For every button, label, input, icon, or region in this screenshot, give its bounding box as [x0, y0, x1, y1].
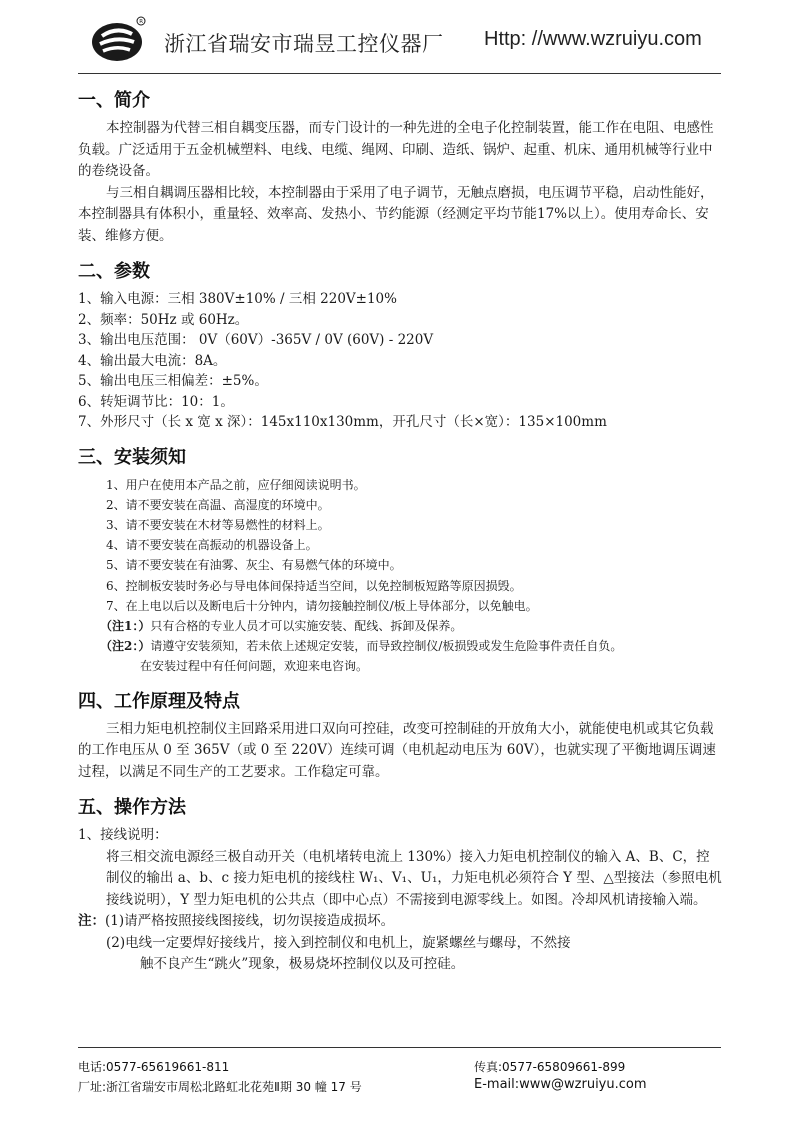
intro-paragraph-2: 与三相自耦调压器相比较，本控制器由于采用了电子调节，无触点磨损，电压调节平稳，启动性能好，本控制器具有体积小，重量轻、效率高、发热小、节约能源（经测定平均节能17%以上）。使用寿命长、安装、维修方便。 — [78, 184, 714, 244]
company-name: 浙江省瑞安市瑞昱工控仪器厂 — [164, 32, 444, 56]
principle-paragraph: 三相力矩电机控制仪主回路采用进口双向可控硅，改变可控制硅的开放角大小，就能使电机或其它负载的工作电压从 0 至 365V（或 0 至 220V）连续可调（电机起动电压为 60V），也就实现了平衡地调压调速过程，以满足不同生产的工艺要求。工作稳定可靠。 — [78, 720, 716, 780]
note-text: 请遵守安装须知，若未依上述规定安装，而导致控制仪/板损毁或发生危险事件责任自负。 — [150, 639, 623, 654]
section-4-title: 四、工作原理及特点 — [78, 690, 240, 712]
company-logo-icon — [90, 14, 148, 64]
wiring-note-2-cont: 触不良产生“跳火”现象，极易烧坏控制仪以及可控硅。 — [140, 956, 465, 973]
wiring-note-2: (2)电线一定要焊好接线片，接入到控制仪和电机上，旋紧螺丝与螺母，不然接 — [106, 934, 571, 951]
list-item: 7、外形尺寸（长 x 宽 x 深）：145x110x130mm，开孔尺寸（长×宽）：135×100mm — [78, 414, 607, 430]
list-item: 3、输出电压范围： 0V（60V）-365V / 0V (60V) - 220V — [78, 332, 434, 348]
wiring-paragraph: 将三相交流电源经三极自动开关（电机堵转电流上 130%）接入力矩电机控制仪的输入 A、B、C，控制仪的输出 a、b、c 接力矩电机的接线柱 W₁、V₁、U₁，力矩电机必须符合 Y 型、△型接法（参照电机接线说明），Y 型力矩电机的公共点（即中心点）不需接到电源零线上。如图。冷却风机请接输入端。 — [106, 848, 722, 908]
list-item: 2、请不要安装在高温、高湿度的环境中。 — [106, 497, 330, 512]
svg-text:R: R — [139, 19, 144, 26]
list-item: 2、频率：50Hz 或 60Hz。 — [78, 311, 249, 328]
list-item: 4、请不要安装在高振动的机器设备上。 — [106, 538, 318, 553]
page-header — [78, 10, 738, 72]
note-text: (1)请严格按照接线图接线，切勿误接造成损坏。 — [105, 913, 395, 930]
list-item: 4、输出最大电流：8A。 — [78, 352, 227, 369]
website-link[interactable]: Http: //www.wzruiyu.com — [484, 28, 702, 50]
list-item: 1、输入电源：三相 380V±10% / 三相 220V±10% — [78, 291, 397, 307]
note-text: 只有合格的专业人员才可以实施安装、配线、拆卸及保养。 — [150, 618, 463, 633]
intro-paragraph-1: 本控制器为代替三相自耦变压器，而专门设计的一种先进的全电子化控制装置，能工作在电阻、电感性负载。广泛适用于五金机械塑料、电线、电缆、绳网、印刷、造纸、锅炉、起重、机床、通用机械等行业中的卷绕设备。 — [78, 120, 714, 179]
list-item: 3、请不要安装在木材等易燃性的材料上。 — [106, 517, 330, 532]
list-item: 6、转矩调节比：10：1。 — [78, 393, 234, 410]
wiring-note-1 — [78, 911, 723, 933]
wiring-subtitle: 1、接线说明： — [78, 827, 168, 844]
installation-note-2 — [78, 636, 723, 656]
list-item: 7、在上电以后以及断电后十分钟内，请勿接触控制仪/板上导体部分，以免触电。 — [106, 598, 538, 613]
installation-note-2-cont: 在安装过程中有任何问题，欢迎来电咨询。 — [140, 659, 369, 674]
section-2-title: 二、参数 — [78, 261, 150, 282]
section-5-title: 五、操作方法 — [78, 797, 186, 819]
header-divider — [78, 73, 721, 74]
section-1-title: 一、简介 — [78, 90, 150, 111]
note-label: （注2：） — [100, 639, 151, 654]
footer-fax: 传真:0577-65809661-899 — [474, 1060, 626, 1074]
page-footer — [78, 1052, 723, 1102]
list-item: 5、输出电压三相偏差：±5%。 — [78, 373, 268, 389]
list-item: 1、用户在使用本产品之前，应仔细阅读说明书。 — [106, 477, 366, 492]
footer-email[interactable]: E-mail:www@wzruiyu.com — [474, 1077, 647, 1092]
list-item: 5、请不要安装在有油雾、灰尘、有易燃气体的环境中。 — [106, 558, 402, 573]
note-label: 注： — [78, 913, 105, 930]
section-3-title: 三、安装须知 — [78, 446, 186, 468]
installation-note-1 — [78, 616, 723, 636]
parameter-list — [78, 289, 723, 433]
note-label: （注1：） — [100, 618, 151, 633]
document-body — [78, 78, 723, 976]
installation-list — [78, 475, 723, 677]
footer-address: 厂址:浙江省瑞安市周松北路虹北花苑Ⅱ期 30 幢 17 号 — [78, 1080, 362, 1094]
footer-divider — [78, 1047, 721, 1048]
footer-phone: 电话:0577-65619661-811 — [78, 1060, 230, 1074]
list-item: 6、控制板安装时务必与导电体间保持适当空间，以免控制板短路等原因损毁。 — [106, 578, 522, 593]
